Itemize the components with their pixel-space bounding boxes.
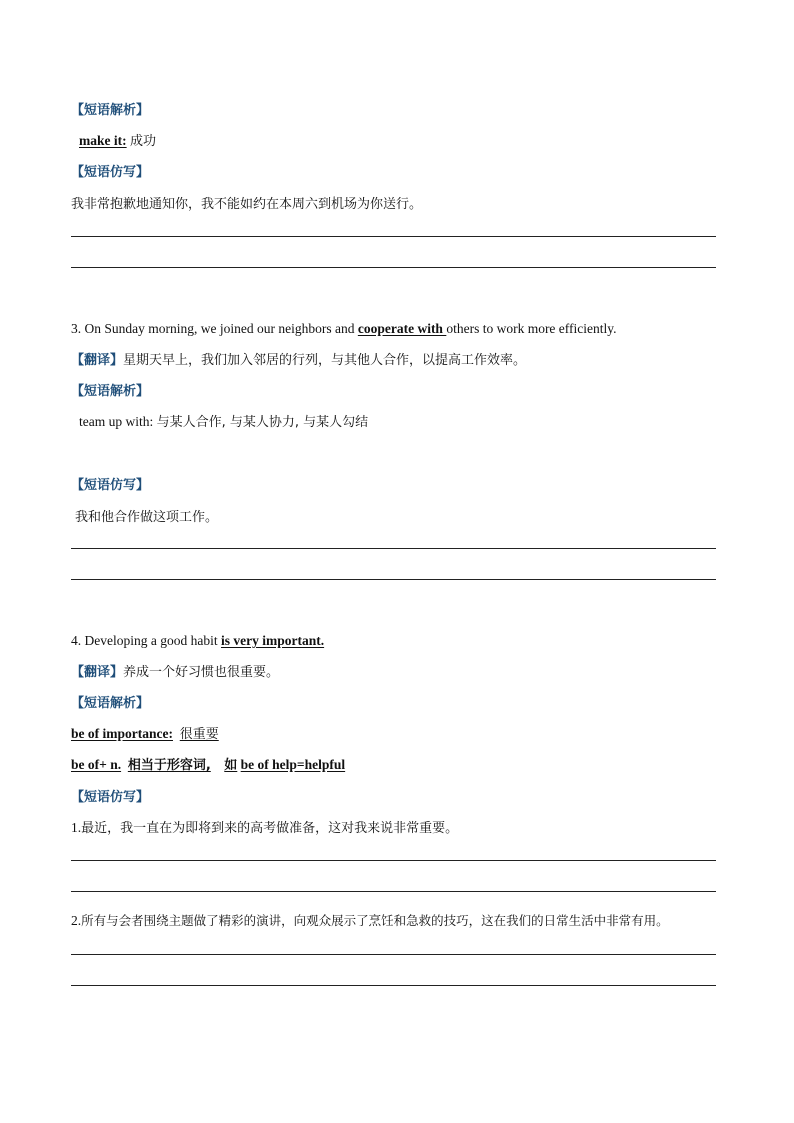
phrase-meaning: 与某人合作, 与某人协力, 与某人勾结	[156, 415, 369, 430]
sentence-text: 3. On Sunday morning, we joined our neighbors and	[71, 321, 358, 336]
phrase-meaning: 很重要	[179, 727, 219, 742]
phrase-analysis-heading-2	[71, 101, 149, 120]
phrase-imitate-heading-2	[71, 163, 149, 182]
answer-line	[71, 891, 716, 892]
translation-tag: 【翻译】	[71, 665, 124, 680]
phrase-analysis-heading-4	[71, 694, 149, 713]
answer-line	[71, 579, 716, 580]
phrase-imitate-tag: 【短语仿写】	[71, 478, 150, 493]
phrase-analysis-item-4a	[71, 725, 219, 744]
imitate-prompt-text: 所有与会者围绕主题做了精彩的演讲，向观众展示了烹饪和急救的技巧，这在我们的日常生活中非常有用。	[81, 913, 669, 928]
phrase-imitate-tag: 【短语仿写】	[71, 165, 150, 180]
phrase-term: make it:	[79, 133, 127, 148]
sentence-text: others to work more efficiently.	[446, 321, 617, 336]
imitate-prompt-2	[71, 195, 422, 214]
translation-4	[71, 663, 279, 682]
example-sentence-4	[71, 632, 324, 650]
imitate-number: 1.	[71, 820, 82, 835]
phrase-analysis-heading-3	[71, 382, 149, 401]
imitate-prompt-text: 我和他合作做这项工作。	[75, 510, 219, 525]
phrase-term: team up with:	[79, 414, 157, 429]
example-sentence-3	[71, 320, 617, 338]
phrase-imitate-heading-3	[71, 476, 149, 495]
translation-text: 星期天早上，我们加入邻居的行列，与其他人合作，以提高工作效率。	[123, 353, 527, 368]
phrase-term: be of+ n.	[71, 757, 122, 772]
imitate-prompt-text: 最近，我一直在为即将到来的高考做准备，这对我来说非常重要。	[81, 821, 459, 836]
answer-line	[71, 267, 716, 268]
phrase-meaning: 成功	[130, 134, 157, 149]
translation-text: 养成一个好习惯也很重要。	[123, 665, 280, 680]
answer-line	[71, 236, 716, 237]
phrase-analysis-item-4b	[71, 756, 345, 775]
answer-line	[71, 954, 716, 955]
phrase-example: be of help=helpful	[240, 757, 346, 772]
answer-line	[71, 548, 716, 549]
phrase-term: be of importance:	[71, 726, 173, 741]
phrase-imitate-tag: 【短语仿写】	[71, 790, 150, 805]
imitate-prompt-4-2	[71, 912, 669, 930]
phrase-analysis-tag: 【短语解析】	[71, 696, 150, 711]
phrase-analysis-tag: 【短语解析】	[71, 103, 150, 118]
sentence-text: 4. Developing a good habit	[71, 633, 221, 648]
translation-3	[71, 351, 526, 370]
imitate-prompt-3	[75, 508, 218, 527]
phrase-analysis-tag: 【短语解析】	[71, 384, 150, 399]
answer-line	[71, 985, 716, 986]
phrase-meaning: 相当于形容词,	[127, 758, 211, 773]
sentence-key-phrase: cooperate with	[357, 321, 447, 336]
phrase-imitate-heading-4	[71, 788, 149, 807]
sentence-key-phrase: is very important.	[220, 633, 325, 648]
imitate-prompt-4-1	[71, 819, 458, 838]
imitate-prompt-text: 我非常抱歉地通知你，我不能如约在本周六到机场为你送行。	[71, 197, 423, 212]
phrase-example-prefix: 如	[224, 758, 238, 773]
imitate-number: 2.	[71, 913, 82, 928]
answer-line	[71, 860, 716, 861]
translation-tag: 【翻译】	[71, 353, 124, 368]
phrase-analysis-item-2	[79, 132, 156, 151]
phrase-analysis-item-3	[79, 413, 368, 432]
